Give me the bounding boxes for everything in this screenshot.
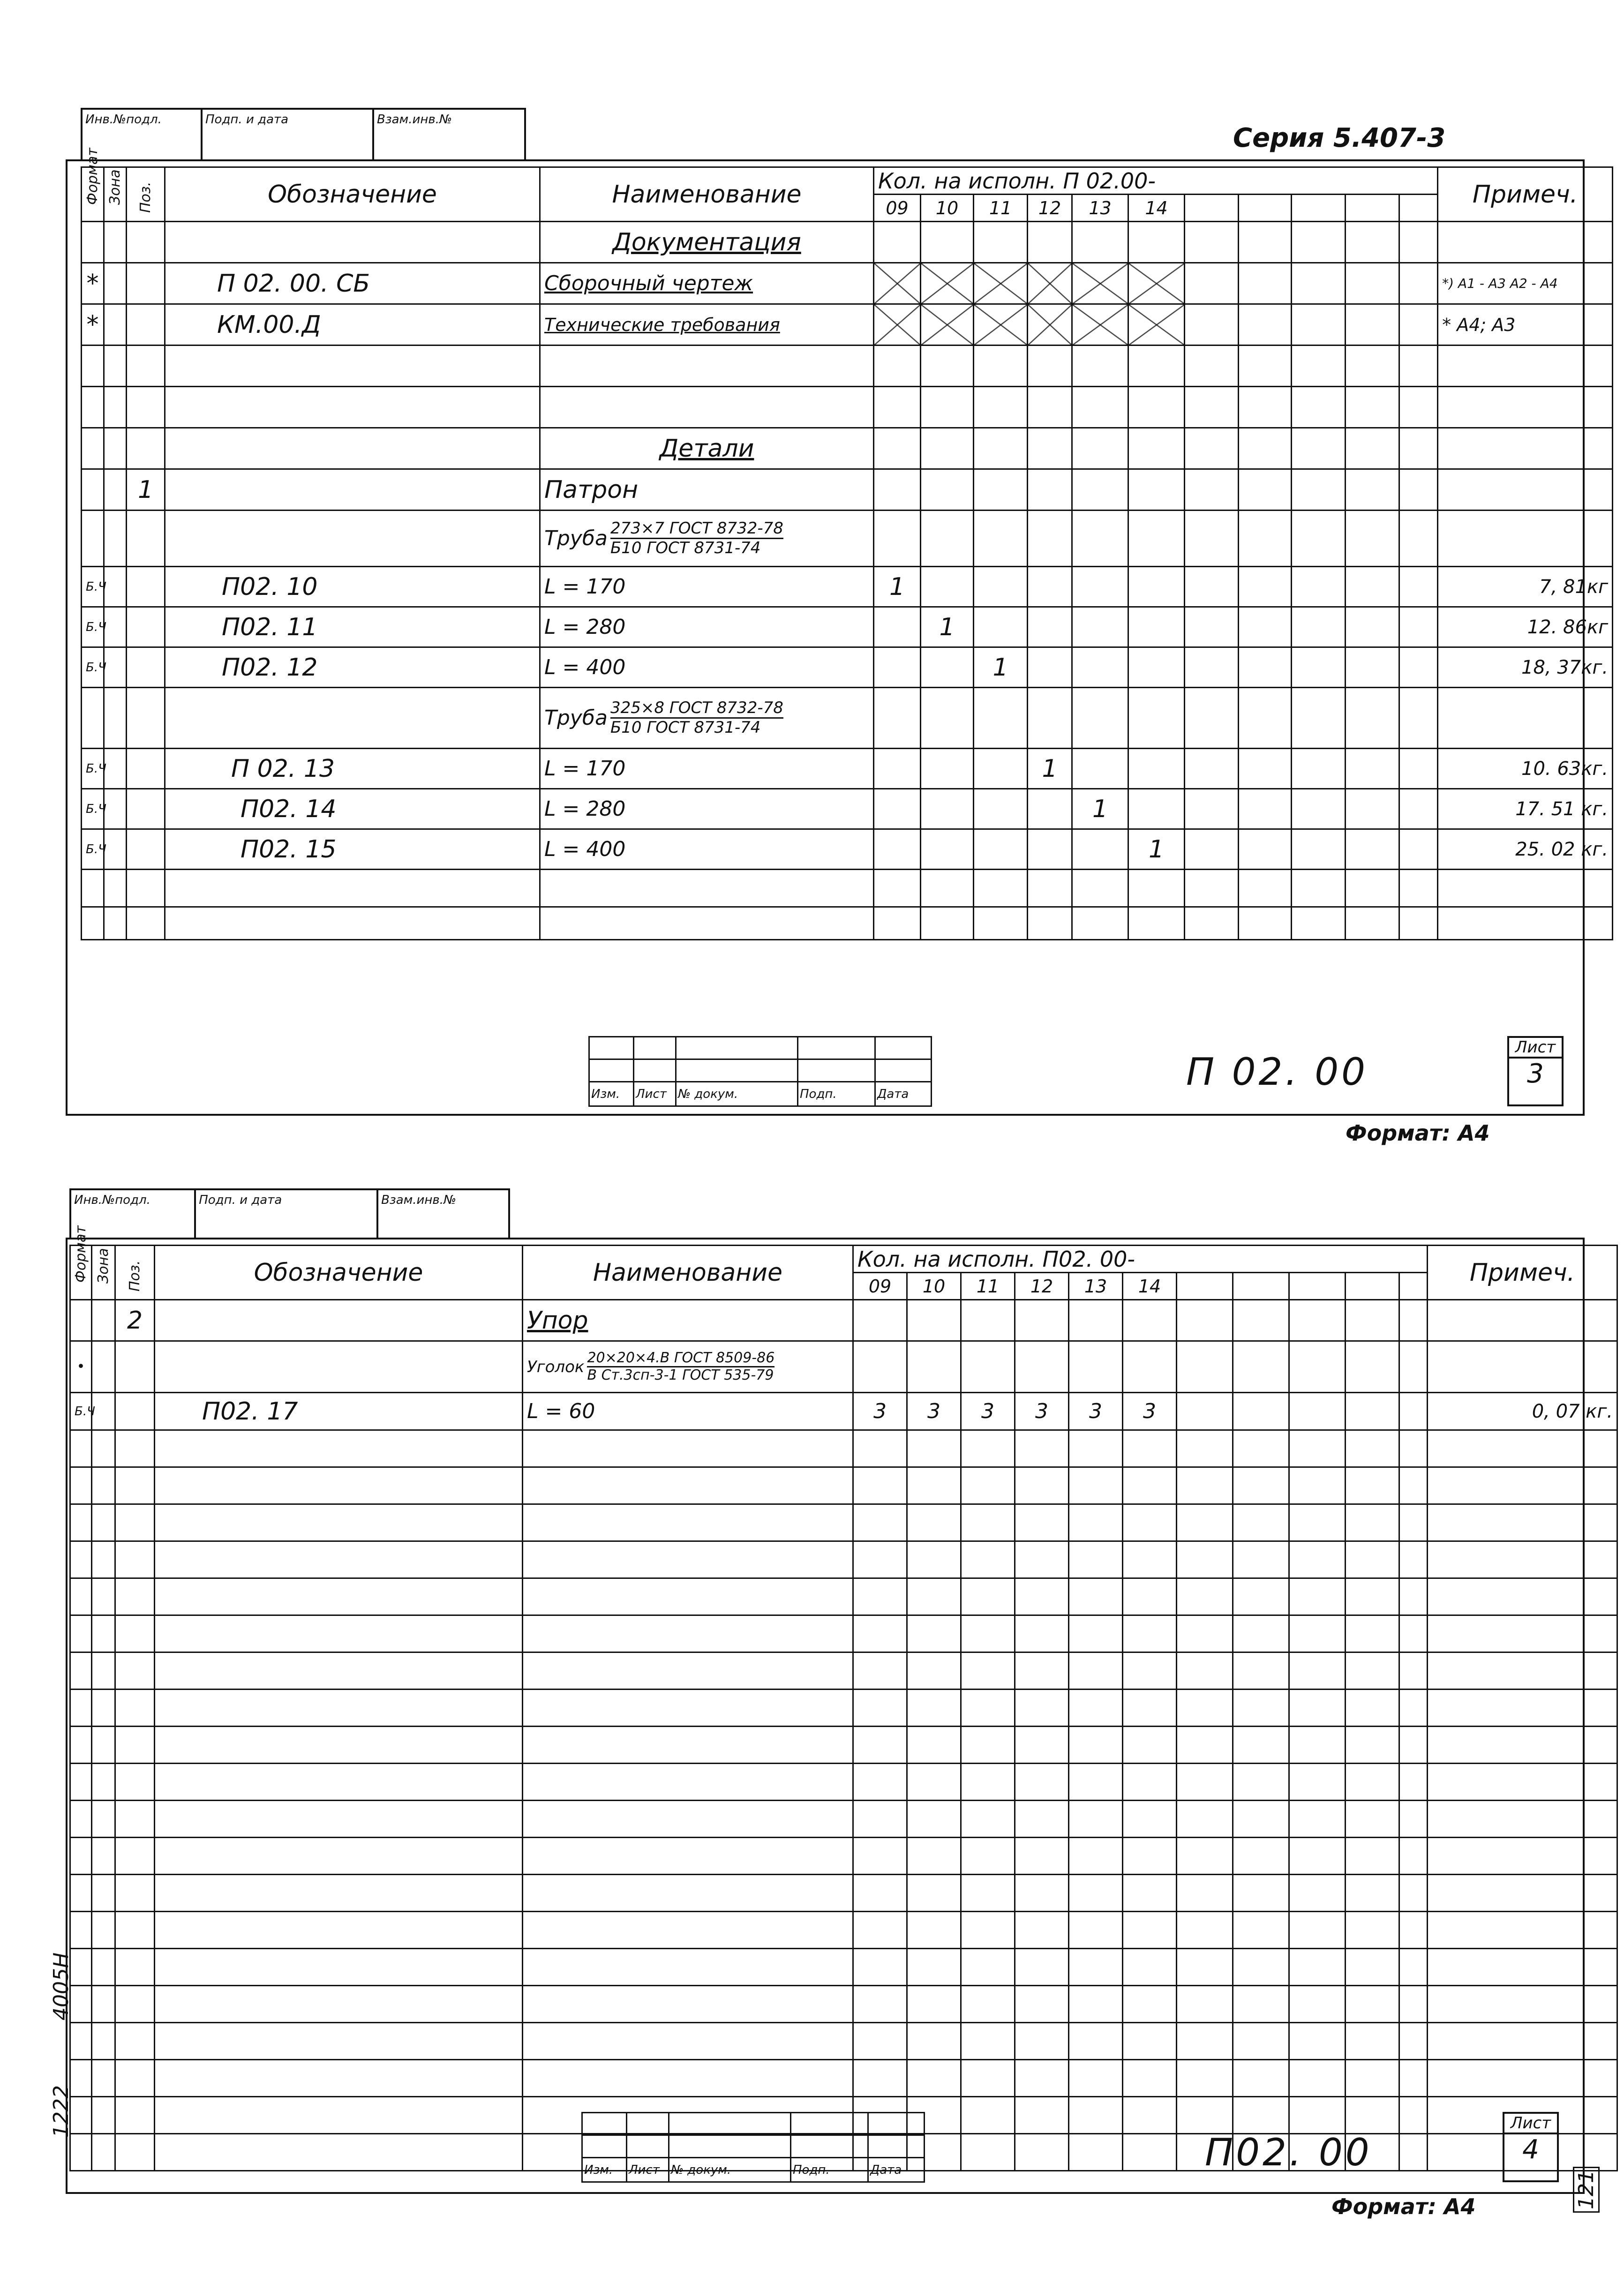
name: L = 280 <box>540 789 874 829</box>
qty: 3 <box>1015 1393 1069 1430</box>
designation: П02. 15 <box>165 829 540 870</box>
table-row: * П 02. 00. СБ Сборочный чертеж *) А1 - А3 А2 - А4 <box>82 263 1613 304</box>
col-pos: Поз. <box>127 167 165 222</box>
col-format: Формат <box>82 167 104 222</box>
qty: 3 <box>1123 1393 1177 1430</box>
variant-14: 14 <box>1128 195 1185 222</box>
sheet-number: 3 <box>1527 1059 1544 1089</box>
designation: П02. 12 <box>165 647 540 688</box>
table-row <box>82 688 1613 749</box>
variant-09: 09 <box>874 195 921 222</box>
name: L = 400 <box>540 829 874 870</box>
designation: П02. 11 <box>165 607 540 647</box>
repl-inv-label: Взам.инв.№ <box>377 113 452 127</box>
sign-date-label: Подп. и дата <box>203 110 374 159</box>
variant-10: 10 <box>907 1273 961 1300</box>
stamp-label: Дата <box>875 1082 932 1106</box>
name: L = 170 <box>540 749 874 789</box>
pos: 2 <box>115 1300 155 1341</box>
note: *) А1 - А3 А2 - А4 <box>1438 263 1613 304</box>
variant-13: 13 <box>1069 1273 1123 1300</box>
table-row: Б.Ч П02. 14 L = 280 1 17. 51 кг. <box>82 789 1613 829</box>
sheet-label: Лист <box>1504 2114 1557 2134</box>
col-qty-title: Кол. на исполн. П 02.00- <box>874 167 1438 195</box>
stamp-label: № докум. <box>669 2158 791 2182</box>
sheet-number-box <box>1507 1036 1564 1106</box>
table-row: Б.Ч П02. 10 L = 170 1 7, 81кг <box>82 567 1613 607</box>
material: Труба 273×7 ГОСТ 8732-78 Б10 ГОСТ 8731-74 <box>540 511 874 567</box>
col-designation: Обозначение <box>165 167 540 222</box>
material: Уголок 20×20×4.В ГОСТ 8509-86 В Ст.3сп-3-1 ГОСТ 535-79 <box>523 1341 853 1393</box>
series-label: Серия 5.407-3 <box>1233 123 1446 153</box>
sheet-1-revision-block <box>588 1036 932 1107</box>
designation: КМ.00.Д <box>165 304 540 345</box>
name: L = 170 <box>540 567 874 607</box>
sheet-2-revision-block <box>581 2112 925 2183</box>
sheet-label: Лист <box>1509 1038 1562 1059</box>
col-pos: Поз. <box>115 1246 155 1300</box>
qty: 3 <box>1069 1393 1123 1430</box>
note: 25. 02 кг. <box>1438 829 1613 870</box>
designation: П02. 17 <box>155 1393 523 1430</box>
qty: 1 <box>1072 789 1128 829</box>
variant-11: 11 <box>974 195 1028 222</box>
designation: П02. 10 <box>165 567 540 607</box>
table-row <box>82 511 1613 567</box>
col-zone: Зона <box>92 1246 115 1300</box>
inv-label: Инв.№подл. <box>71 1190 196 1238</box>
col-format: Формат <box>70 1246 92 1300</box>
col-zone: Зона <box>104 167 127 222</box>
name: Технические требования <box>540 304 874 345</box>
format-label: Формат: А4 <box>1346 1120 1490 1146</box>
document-code: П 02. 00 <box>1186 1050 1368 1094</box>
sheet-number: 4 <box>1522 2134 1539 2165</box>
variant-12: 12 <box>1028 195 1072 222</box>
qty: 3 <box>853 1393 907 1430</box>
designation: П 02. 13 <box>165 749 540 789</box>
table-row: Б.Ч П02. 15 L = 400 1 25. 02 кг. <box>82 829 1613 870</box>
variant-10: 10 <box>921 195 974 222</box>
table-row: Б.Ч П02. 12 L = 400 1 18, 37кг. <box>82 647 1613 688</box>
col-qty-title: Кол. на исполн. П02. 00- <box>853 1246 1428 1273</box>
inv-label: Инв.№подл. <box>83 110 203 159</box>
archive-mark: 1222 <box>49 2085 73 2138</box>
qty: 1 <box>974 647 1028 688</box>
stamp-label: Лист <box>634 1082 676 1106</box>
qty: 1 <box>1128 829 1185 870</box>
note: 10. 63кг. <box>1438 749 1613 789</box>
variant-14: 14 <box>1123 1273 1177 1300</box>
section-parts: Детали <box>540 428 874 469</box>
table-row: Б.Ч П 02. 13 L = 170 1 10. 63кг. <box>82 749 1613 789</box>
note: 7, 81кг <box>1438 567 1613 607</box>
note: 12. 86кг <box>1438 607 1613 647</box>
table-row: • Уголок 20×20×4.В ГОСТ 8509-86 В Ст.3сп-3-1 ГОСТ 535-79 <box>70 1341 1617 1393</box>
repl-inv-label: Взам.инв.№ <box>381 1193 457 1207</box>
name: L = 280 <box>540 607 874 647</box>
name: Патрон <box>540 469 874 511</box>
table-row <box>70 1300 1617 1341</box>
qty: 1 <box>1028 749 1072 789</box>
stamp-label: Изм. <box>589 1082 634 1106</box>
designation: П02. 14 <box>165 789 540 829</box>
table-row: Б.Ч П02. 17 L = 60 3 3 3 3 3 3 0, 07 кг. <box>70 1393 1617 1430</box>
table-row: * КМ.00.Д Технические требования * А4; А3 <box>82 304 1613 345</box>
stamp-label: Подп. <box>798 1082 875 1106</box>
inventory-mark: 4005Н <box>49 1952 73 2020</box>
table-row: Б.Ч П02. 11 L = 280 1 12. 86кг <box>82 607 1613 647</box>
stamp-label: Подп. <box>791 2158 868 2182</box>
col-designation: Обозначение <box>155 1246 523 1300</box>
stamp-label: Изм. <box>582 2158 627 2182</box>
col-name: Наименование <box>540 167 874 222</box>
qty: 3 <box>907 1393 961 1430</box>
stamp-label: № докум. <box>676 1082 798 1106</box>
format-label: Формат: А4 <box>1331 2194 1476 2219</box>
table-row <box>82 469 1613 511</box>
qty: 1 <box>921 607 974 647</box>
material: Труба 325×8 ГОСТ 8732-78 Б10 ГОСТ 8731-74 <box>540 688 874 749</box>
col-note: Примеч. <box>1428 1246 1617 1300</box>
qty: 3 <box>961 1393 1015 1430</box>
note: 17. 51 кг. <box>1438 789 1613 829</box>
sheet-number-box <box>1503 2112 1559 2182</box>
sheet-2-stamp-top <box>69 1188 510 1238</box>
name: Упор <box>523 1300 853 1341</box>
sign-date-label: Подп. и дата <box>196 1190 378 1238</box>
sheet-1-stamp-top <box>81 108 526 159</box>
variant-11: 11 <box>961 1273 1015 1300</box>
page-mark: 121 <box>1573 2167 1600 2213</box>
note: 18, 37кг. <box>1438 647 1613 688</box>
spec-table-1 <box>81 148 1613 940</box>
note: 0, 07 кг. <box>1428 1393 1617 1430</box>
variant-13: 13 <box>1072 195 1128 222</box>
qty: 1 <box>874 567 921 607</box>
pos: 1 <box>127 469 165 511</box>
name: Сборочный чертеж <box>540 263 874 304</box>
col-name: Наименование <box>523 1246 853 1300</box>
col-note: Примеч. <box>1438 167 1613 222</box>
stamp-label: Лист <box>627 2158 669 2182</box>
stamp-label: Дата <box>868 2158 925 2182</box>
designation: П 02. 00. СБ <box>165 263 540 304</box>
section-documentation: Документация <box>540 222 874 263</box>
document-code: П02. 00 <box>1205 2131 1372 2174</box>
variant-12: 12 <box>1015 1273 1069 1300</box>
name: L = 60 <box>523 1393 853 1430</box>
note: * А4; А3 <box>1438 304 1613 345</box>
variant-09: 09 <box>853 1273 907 1300</box>
spec-table-2 <box>69 1225 1618 2171</box>
name: L = 400 <box>540 647 874 688</box>
